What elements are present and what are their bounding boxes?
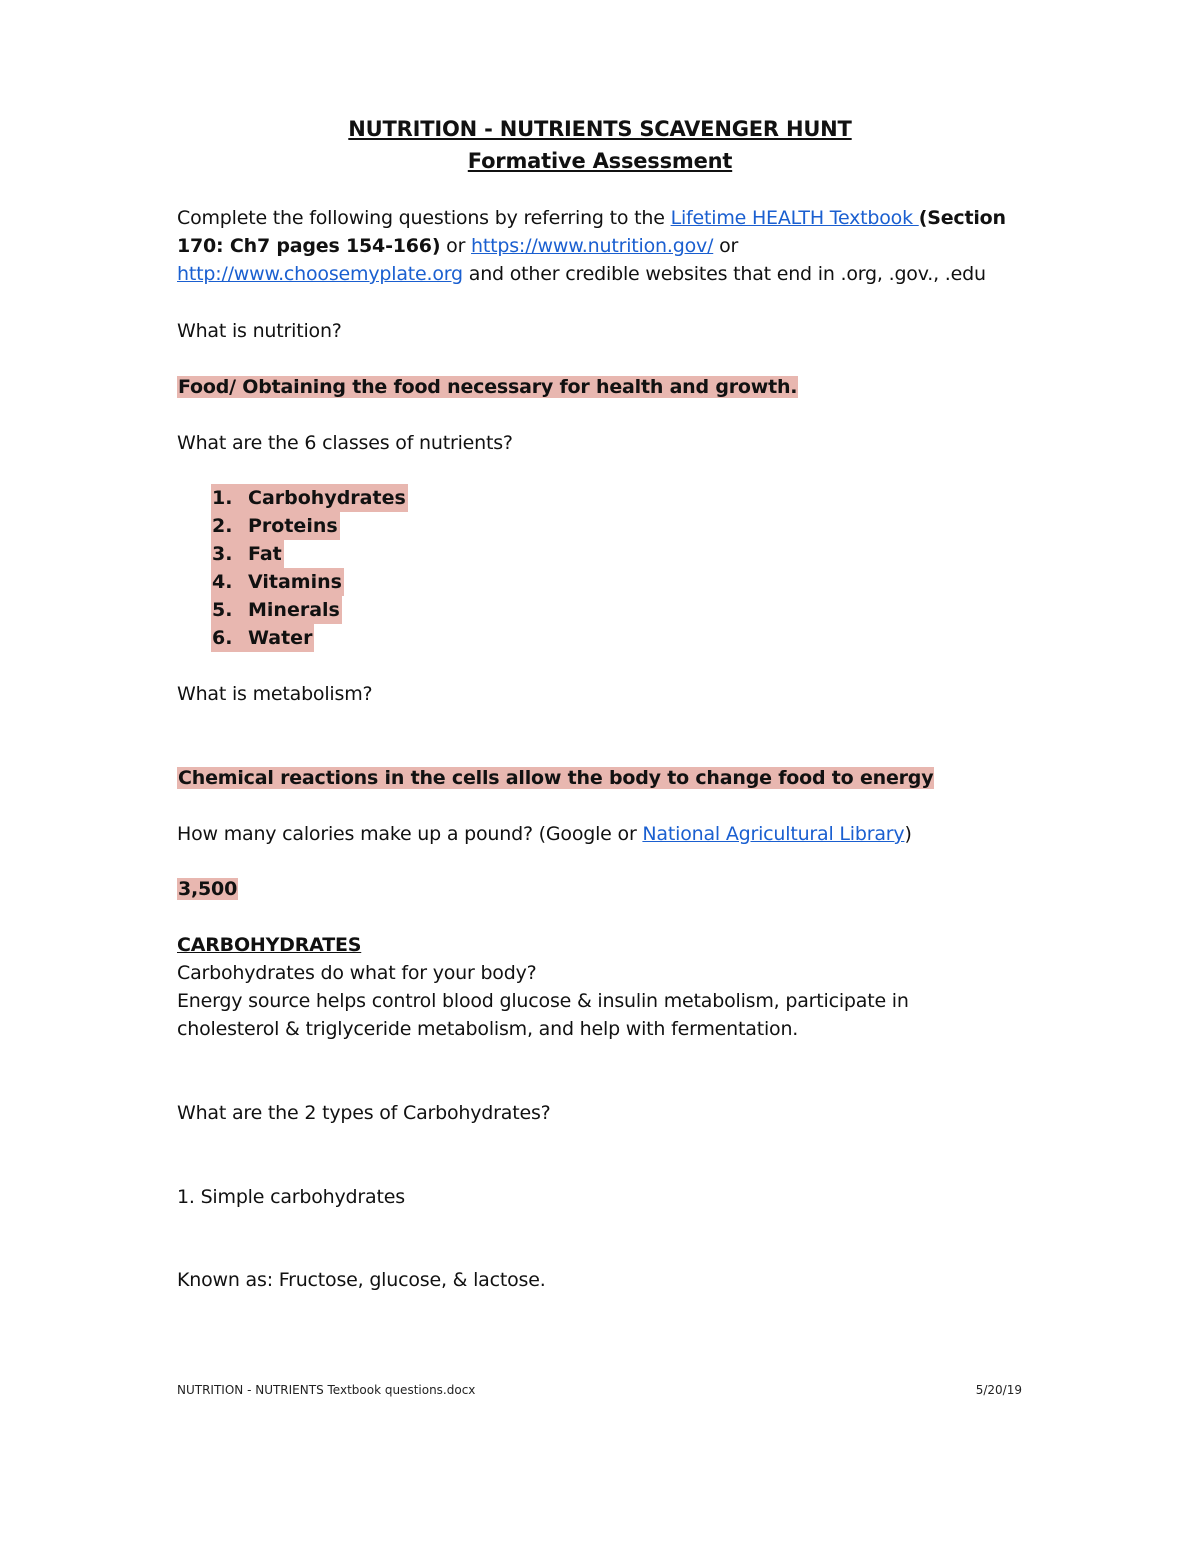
- question-nutrition: What is nutrition?: [177, 320, 342, 342]
- carbohydrates-answer-line-1: Energy source helps control blood glucose & insulin metabolism, participate in: [177, 990, 909, 1012]
- carbohydrate-types-question: What are the 2 types of Carbohydrates?: [177, 1102, 551, 1124]
- list-item: 5. Minerals: [211, 596, 342, 624]
- list-item: 1. Carbohydrates: [211, 484, 408, 512]
- footer-date: 5/20/19: [975, 1383, 1022, 1397]
- footer-filename: NUTRITION - NUTRIENTS Textbook questions.docx: [177, 1383, 476, 1397]
- document-subtitle: Formative Assessment: [467, 149, 733, 173]
- answer-metabolism-highlight: Chemical reactions in the cells allow the body to change food to energy: [178, 767, 934, 789]
- carbohydrates-question: Carbohydrates do what for your body?: [177, 962, 537, 984]
- carbohydrates-heading: CARBOHYDRATES: [177, 934, 362, 956]
- question-calories: [177, 820, 912, 848]
- nutrient-classes-list: [211, 484, 408, 652]
- textbook-link[interactable]: Lifetime HEALTH Textbook: [670, 207, 919, 229]
- intro-or-text: or: [440, 235, 472, 257]
- intro-line-1: [177, 204, 1006, 232]
- intro-credible-text: and other credible websites that end in .org, .gov., .edu: [462, 263, 986, 285]
- national-agricultural-library-link[interactable]: National Agricultural Library: [642, 823, 905, 845]
- simple-carbs-known-as: Known as: Fructose, glucose, & lactose.: [177, 1269, 546, 1291]
- intro-text: Complete the following questions by referring to the: [177, 207, 671, 229]
- answer-nutrition-highlight: Food/ Obtaining the food necessary for health and growth.: [178, 376, 798, 398]
- question-metabolism: What is metabolism?: [177, 683, 373, 705]
- intro-line-3: [177, 260, 986, 288]
- answer-nutrition: [177, 373, 798, 401]
- answer-calories: [177, 875, 238, 903]
- intro-or-text-2: or: [713, 235, 739, 257]
- list-item: 2. Proteins: [211, 512, 340, 540]
- choosemyplate-link[interactable]: http://www.choosemyplate.org: [177, 263, 463, 285]
- list-item: 3. Fat: [211, 540, 284, 568]
- intro-pages-text: 170: Ch7 pages 154-166): [177, 235, 441, 257]
- nutrition-gov-link[interactable]: https://www.nutrition.gov/: [471, 235, 714, 257]
- question-calories-close: ): [904, 823, 912, 845]
- question-calories-text: How many calories make up a pound? (Google or: [177, 823, 643, 845]
- intro-section-text: (Section: [918, 207, 1006, 229]
- document-title: NUTRITION - NUTRIENTS SCAVENGER HUNT: [348, 117, 852, 141]
- carbohydrate-type-1: 1. Simple carbohydrates: [177, 1186, 405, 1208]
- answer-calories-highlight: 3,500: [178, 878, 238, 900]
- list-item: 4. Vitamins: [211, 568, 344, 596]
- carbohydrates-answer-line-2: cholesterol & triglyceride metabolism, and help with fermentation.: [177, 1018, 799, 1040]
- intro-line-2: [177, 232, 738, 260]
- answer-metabolism: [177, 764, 934, 792]
- list-item: 6. Water: [211, 624, 314, 652]
- question-classes: What are the 6 classes of nutrients?: [177, 432, 513, 454]
